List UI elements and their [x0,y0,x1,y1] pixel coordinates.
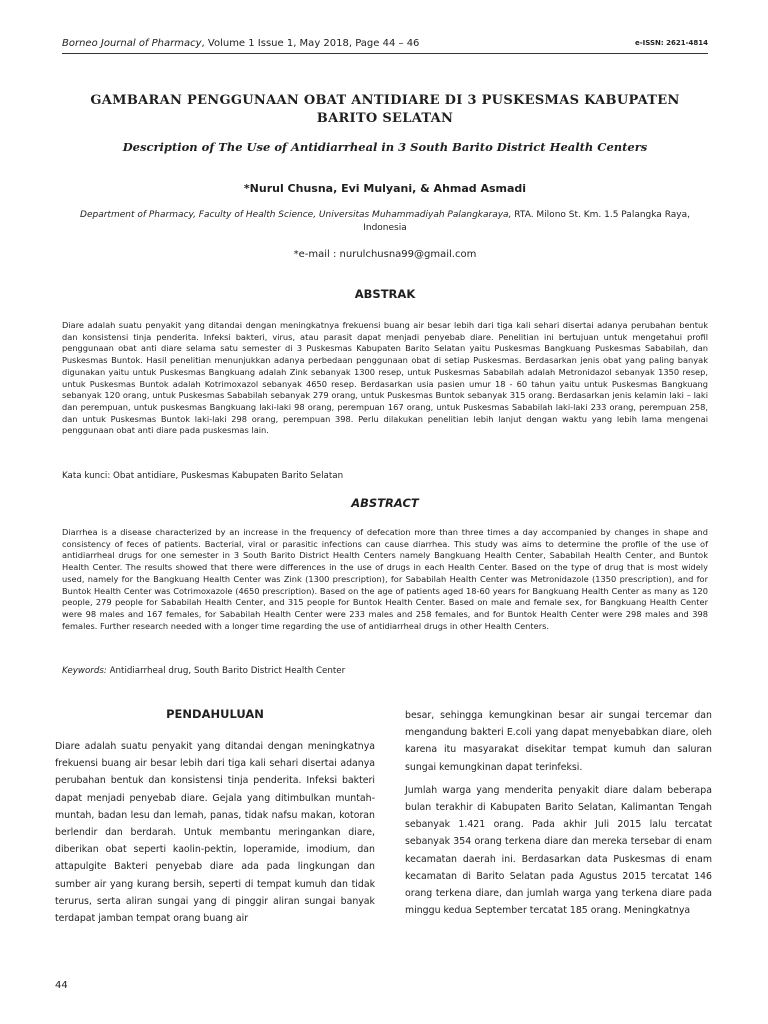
body-column-right [405,707,712,925]
eissn: e-ISSN: 2621-4814 [635,39,708,47]
journal-name: Borneo Journal of Pharmacy [62,38,202,49]
authors: *Nurul Chusna, Evi Mulyani, & Ahmad Asmadi [243,182,527,195]
abstract-heading: ABSTRACT [351,496,419,510]
abstrak-heading: ABSTRAK [354,287,416,301]
body-paragraph: besar, sehingga kemungkinan besar air sungai tercemar dan mengandung bakteri E.coli yang dapat menyebabkan diare, oleh karena itu masyarakat disekitar tempat kumuh dan saluran sungai kemungkinan dapat terinfeksi. [405,710,712,773]
keywords [62,666,708,676]
abstract-text: Diarrhea is a disease characterized by an increase in the frequency of defecation more than three times a day accompanied by changes in shape and consistency of feces of patients. Bacterial, viral or parasitic infections can cause diarrhea. This study was aims to determine the profile of the use of antidiarrheal drugs for one semester in 3 South Barito District Health Centers namely Bangkuang Health Center, Sababilah Health Center, and Buntok Health Center. The results showed that there were differences in the use of drugs in each Health Center. Based on the type of drug that is most widely used, namely for the Bangkuang Health Center was Zink (1300 prescription), for Sababilah Health Center was Metronidazole (1350 prescription), and for Buntok Health Center was Cotrimoxazole (4650 prescription). Based on the age of patients aged 18-60 years for Bangkuang Health Center as many as 120 people, 279 people for Sababilah Health Center, and 315 people for Buntok Health Center. Based on male and female sex, for Bangkuang Health Center were 98 males and 167 females, for Sababilah Health Center were 233 males and 258 females, and for Buntok Health Center were 298 males and 398 females. Further research needed with a longer time regarding the use of antidiarrheal drugs in other Health Centers. [62,527,708,631]
keywords-list: Antidiarrheal drug, South Barito District Health Center [106,666,346,676]
keywords-label: Keywords: [62,666,107,676]
affiliation-address: RTA. Milono St. Km. 1.5 Palangka Raya, Indonesia [363,210,690,233]
running-header [62,38,708,52]
body-paragraph: Diare adalah suatu penyakit yang ditandai dengan meningkatnya frekuensi buang air besar lebih dari tiga kali sehari disertai adanya perubahan bentuk dan konsistensi tinja penderita. Infeksi bakteri dapat menjadi penyebab diare. Gejala yang ditimbulkan muntah-muntah, badan lesu dan lemah, panas, tidak nafsu makan, kotoran berlendir dan berdarah. Untuk membantu meringankan diare, diberikan obat seperti kaolin-pektin, loperamide, imodium, dan attapulgite Bakteri penyebab diare ada pada lingkungan dan sumber air yang kurang bersih, seperti di tempat kumuh dan tidak terurus, serta aliran sungai yang di pinggir aliran sungai banyak terdapat jamban tempat orang buang air [55,741,375,925]
paper-subtitle: Description of The Use of Antidiarrheal in 3 South Barito District Health Centers [122,140,648,154]
header-rule [62,53,708,54]
paper-title: GAMBARAN PENGGUNAAN OBAT ANTIDIARE DI 3 PUSKESMAS KABUPATEN BARITO SELATAN [90,93,680,126]
body-paragraph: Jumlah warga yang menderita penyakit diare dalam beberapa bulan terakhir di Kabupaten Barito Selatan, Kalimantan Tengah sebanyak 1.421 orang. Pada akhir Juli 2015 lalu tercatat sebanyak 354 orang terkena diare dan mereka tersebar di enam kecamatan daerah ini. Berdasarkan data Puskesmas di enam kecamatan di Barito Selatan pada Agustus 2015 tercatat 146 orang terkena diare, dan jumlah warga yang terkena diare pada minggu kedua September tercatat 185 orang. Meningkatnya [405,784,712,917]
affiliation [74,209,696,235]
issue-info: , Volume 1 Issue 1, May 2018, Page 44 – 46 [201,38,420,49]
section-heading-pendahuluan: PENDAHULUAN [166,707,264,721]
page-number: 44 [55,980,68,991]
body-column-left [55,738,375,933]
journal-citation [62,38,419,49]
kata-kunci: Kata kunci: Obat antidiare, Puskesmas Kabupaten Barito Selatan [62,471,344,481]
affiliation-department: Department of Pharmacy, Faculty of Health Science, Universitas Muhammadiyah Palangkaraya, [80,210,512,220]
abstrak-text: Diare adalah suatu penyakit yang ditandai dengan meningkatnya frekuensi buang air besar lebih dari tiga kali sehari disertai adanya perubahan bentuk dan konsistensi tinja penderita. Infeksi bakteri, virus, atau parasit dapat menjadi penyebab diare. Penelitian ini bertujuan untuk mengetahui profil penggunaan obat anti diare selama satu semester di 3 Puskesmas Kabupaten Barito Selatan yaitu Puskesmas Bangkuang Puskesmas Sababilah, dan Puskesmas Buntok. Hasil penelitian menunjukkan adanya perbedaan penggunaan obat di setiap Puskesmas. Berdasarkan jenis obat yang paling banyak digunakan yaitu untuk Puskesmas Bangkuang adalah Zink sebanyak 1300 resep, untuk Puskesmas Sababilah adalah Metronidazol sebanyak 1350 resep, untuk Puskesmas Buntok adalah Kotrimoxazol sebanyak 4650 resep. Berdasarkan usia pasien umur 18 - 60 tahun yaitu untuk Puskesmas Bangkuang sebanyak 120 orang, untuk Puskesmas Sababilah sebanyak 279 orang, untuk Puskesmas Buntok sebanyak 315 orang. Berdasarkan jenis kelamin laki – laki dan perempuan, untuk puskesmas Bangkuang laki-laki 98 orang, perempuan 167 orang, untuk Puskesmas Sababilah laki-laki 233 orang, perempuan 258, dan untuk Puskesmas Buntok laki-laki 298 orang, perempuan 398. Perlu dilakukan penelitian lebih lanjut dengan waktu yang lebih lama mengenai penggunaan obat anti diare pada puskesmas lain. [62,320,708,436]
contact-email[interactable]: *e-mail : nurulchusna99@gmail.com [293,249,477,260]
